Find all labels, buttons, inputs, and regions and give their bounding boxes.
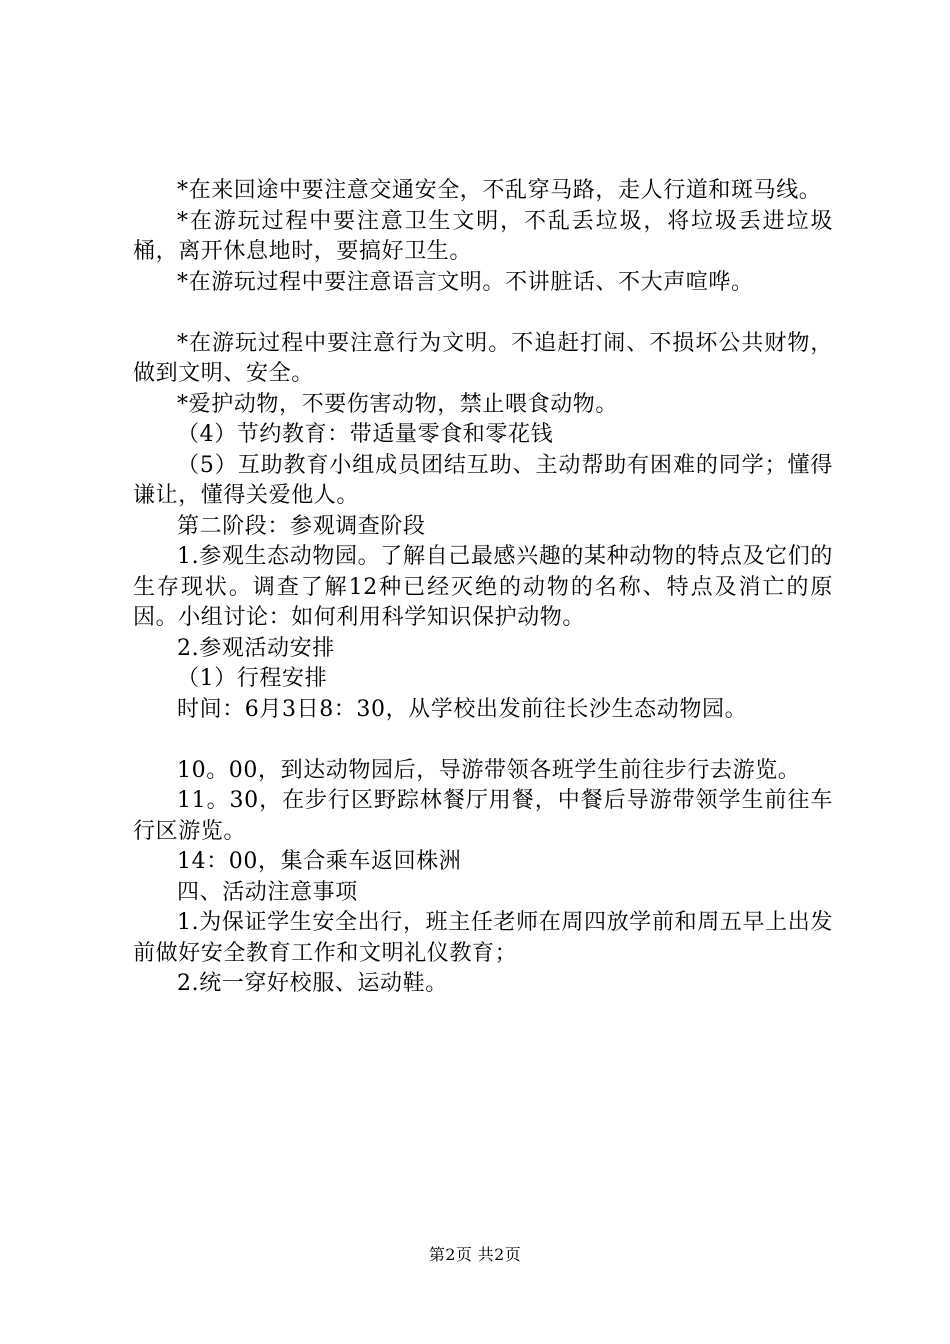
heading-precautions: 四、活动注意事项 — [177, 879, 358, 905]
paragraph-departure-time: 时间：6月3日8：30，从学校出发前往长沙生态动物园。 — [177, 696, 748, 722]
paragraph-spacer — [133, 725, 833, 756]
paragraph-arrival: 10。00，到达动物园后，导游带领各班学生前往步行去游览。 — [177, 757, 801, 783]
paragraph-traffic-safety: *在来回途中要注意交通安全，不乱穿马路，走人行道和斑马线。 — [177, 178, 822, 203]
paragraph-safety-education: 1.为保证学生安全出行，班主任老师在周四放学前和周五早上出发前做好安全教育工作和文明礼仪教育； — [133, 910, 833, 966]
paragraph-animals: *爱护动物，不要伤害动物，禁止喂食动物。 — [177, 391, 619, 417]
paragraph-return: 14：00，集合乘车返回株洲 — [177, 849, 462, 874]
paragraph-language: *在游玩过程中要注意语言文明。不讲脏话、不大声喧哗。 — [177, 269, 754, 295]
paragraph-mutual-help: （5）互助教育小组成员团结互助、主动帮助有困难的同学；懂得谦让，懂得关爱他人。 — [133, 452, 833, 508]
page-footer: 第2页 共2页 — [428, 1245, 522, 1264]
paragraph-hygiene: *在游玩过程中要注意卫生文明，不乱丢垃圾，将垃圾丢进垃圾桶，离开休息地时，要搞好卫生。 — [133, 208, 833, 264]
heading-itinerary: （1）行程安排 — [177, 666, 328, 691]
heading-activity-schedule: 2.参观活动安排 — [177, 635, 335, 661]
paragraph-thrift: （4）节约教育：带适量零食和零花钱 — [177, 422, 554, 447]
paragraph-zoo-visit: 1.参观生态动物园。了解自己最感兴趣的某种动物的特点及它们的生存现状。调查了解12种已经灭绝的动物的名称、特点及消亡的原因。小组讨论：如何利用科学知识保护动物。 — [133, 544, 833, 630]
paragraph-spacer — [133, 298, 833, 329]
paragraph-uniform: 2.统一穿好校服、运动鞋。 — [177, 971, 448, 996]
paragraph-behavior: *在游玩过程中要注意行为文明。不追赶打闹、不损坏公共财物，做到文明、安全。 — [133, 330, 833, 386]
paragraph-lunch: 11。30，在步行区野踪林餐厅用餐，中餐后导游带领学生前往车行区游览。 — [133, 788, 833, 844]
heading-stage-two: 第二阶段：参观调查阶段 — [177, 513, 426, 539]
document-body — [133, 176, 833, 1000]
